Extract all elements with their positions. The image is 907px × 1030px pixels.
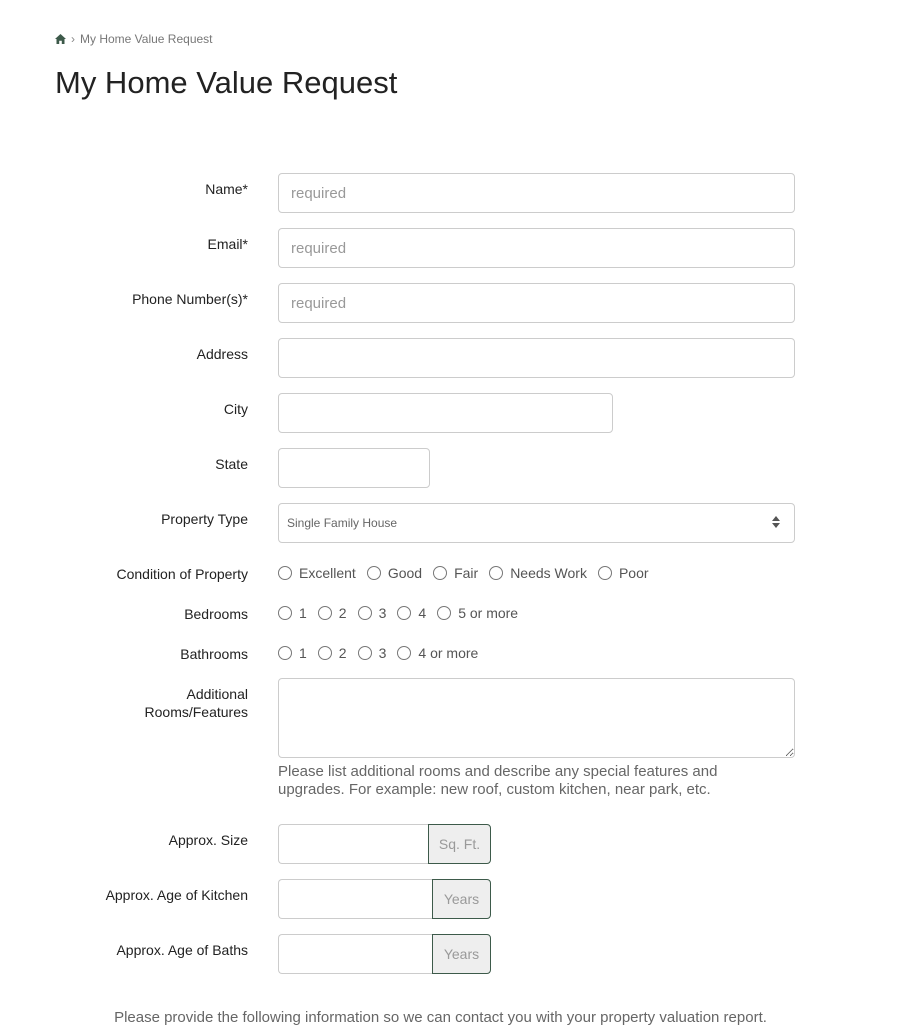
additional-features-help: Please list additional rooms and describe any special features and upgrades. For example: new roof, custom kitchen, near park, etc. <box>278 763 718 798</box>
city-input[interactable] <box>278 393 613 433</box>
radio-label: Excellent <box>299 565 356 581</box>
radio-label: 5 or more <box>458 605 519 621</box>
radio-circle-icon[interactable] <box>278 606 292 620</box>
bathrooms-option-2[interactable] <box>318 645 347 661</box>
baths-age-label: Approx. Age of Baths <box>116 942 248 958</box>
radio-circle-icon[interactable] <box>278 566 292 580</box>
sort-caret-icon <box>772 516 780 531</box>
radio-circle-icon[interactable] <box>358 646 372 660</box>
state-input[interactable] <box>278 448 430 488</box>
chevron-right-icon: › <box>71 32 75 46</box>
name-label: Name* <box>205 181 248 197</box>
condition-label: Condition of Property <box>116 566 248 582</box>
radio-label: 2 <box>338 605 347 621</box>
condition-option-poor[interactable] <box>598 565 649 581</box>
bedrooms-option-4[interactable] <box>397 605 426 621</box>
condition-option-needs-work[interactable] <box>489 565 587 581</box>
radio-circle-icon[interactable] <box>397 606 411 620</box>
radio-circle-icon[interactable] <box>437 606 451 620</box>
bedrooms-label: Bedrooms <box>184 606 248 622</box>
size-input[interactable] <box>278 824 428 864</box>
baths-age-input-group <box>278 934 491 974</box>
radio-circle-icon[interactable] <box>278 646 292 660</box>
bedrooms-option-2[interactable] <box>318 605 347 621</box>
bathrooms-option-4-or-more[interactable] <box>397 645 478 661</box>
state-label: State <box>215 456 248 472</box>
radio-circle-icon[interactable] <box>318 606 332 620</box>
property-type-select[interactable] <box>278 503 795 543</box>
radio-label: Needs Work <box>510 565 587 581</box>
radio-label: 4 <box>418 605 427 621</box>
radio-label: Good <box>387 565 423 581</box>
contact-info-note: Please provide the following information so we can contact you with your property valuation report. <box>114 1009 767 1026</box>
email-label: Email* <box>207 236 248 252</box>
radio-label: Fair <box>454 565 479 581</box>
kitchen-age-unit-addon: Years <box>432 879 491 919</box>
baths-age-input[interactable] <box>278 934 432 974</box>
condition-option-fair[interactable] <box>433 565 478 581</box>
additional-features-label: Additional Rooms/Features <box>144 686 248 720</box>
radio-label: 4 or more <box>418 645 479 661</box>
home-icon[interactable] <box>55 34 66 44</box>
radio-label: 3 <box>378 605 387 621</box>
radio-label: 2 <box>338 645 347 661</box>
property-type-value: Single Family House <box>287 516 398 530</box>
radio-circle-icon[interactable] <box>358 606 372 620</box>
additional-features-textarea[interactable] <box>278 678 795 758</box>
size-input-group <box>278 824 491 864</box>
bathrooms-option-1[interactable] <box>278 645 307 661</box>
bedrooms-option-5-or-more[interactable] <box>437 605 518 621</box>
address-input[interactable] <box>278 338 795 378</box>
radio-label: 1 <box>299 645 307 661</box>
city-label: City <box>223 401 248 417</box>
radio-circle-icon[interactable] <box>433 566 447 580</box>
radio-label: 1 <box>299 605 307 621</box>
kitchen-age-label: Approx. Age of Kitchen <box>105 887 248 903</box>
property-type-label: Property Type <box>161 511 248 527</box>
radio-circle-icon[interactable] <box>367 566 381 580</box>
email-input[interactable] <box>278 228 795 268</box>
radio-circle-icon[interactable] <box>598 566 612 580</box>
bedrooms-option-1[interactable] <box>278 605 307 621</box>
size-unit-addon: Sq. Ft. <box>428 824 491 864</box>
condition-option-excellent[interactable] <box>278 565 356 581</box>
bathrooms-option-3[interactable] <box>358 645 387 661</box>
baths-age-unit-addon: Years <box>432 934 491 974</box>
bathrooms-radio-group <box>278 643 489 663</box>
kitchen-age-input-group <box>278 879 491 919</box>
breadcrumb <box>55 31 213 47</box>
name-input[interactable] <box>278 173 795 213</box>
kitchen-age-input[interactable] <box>278 879 432 919</box>
radio-label: 3 <box>378 645 387 661</box>
phone-input[interactable] <box>278 283 795 323</box>
size-label: Approx. Size <box>168 832 248 848</box>
breadcrumb-current: My Home Value Request <box>80 32 213 46</box>
page-title: My Home Value Request <box>55 65 398 100</box>
bathrooms-label: Bathrooms <box>180 646 248 662</box>
radio-circle-icon[interactable] <box>318 646 332 660</box>
condition-radio-group <box>278 563 660 583</box>
radio-label: Poor <box>618 565 649 581</box>
condition-option-good[interactable] <box>367 565 422 581</box>
bedrooms-option-3[interactable] <box>358 605 387 621</box>
address-label: Address <box>196 346 248 362</box>
radio-circle-icon[interactable] <box>489 566 503 580</box>
phone-label: Phone Number(s)* <box>132 291 248 307</box>
bedrooms-radio-group <box>278 603 529 623</box>
radio-circle-icon[interactable] <box>397 646 411 660</box>
